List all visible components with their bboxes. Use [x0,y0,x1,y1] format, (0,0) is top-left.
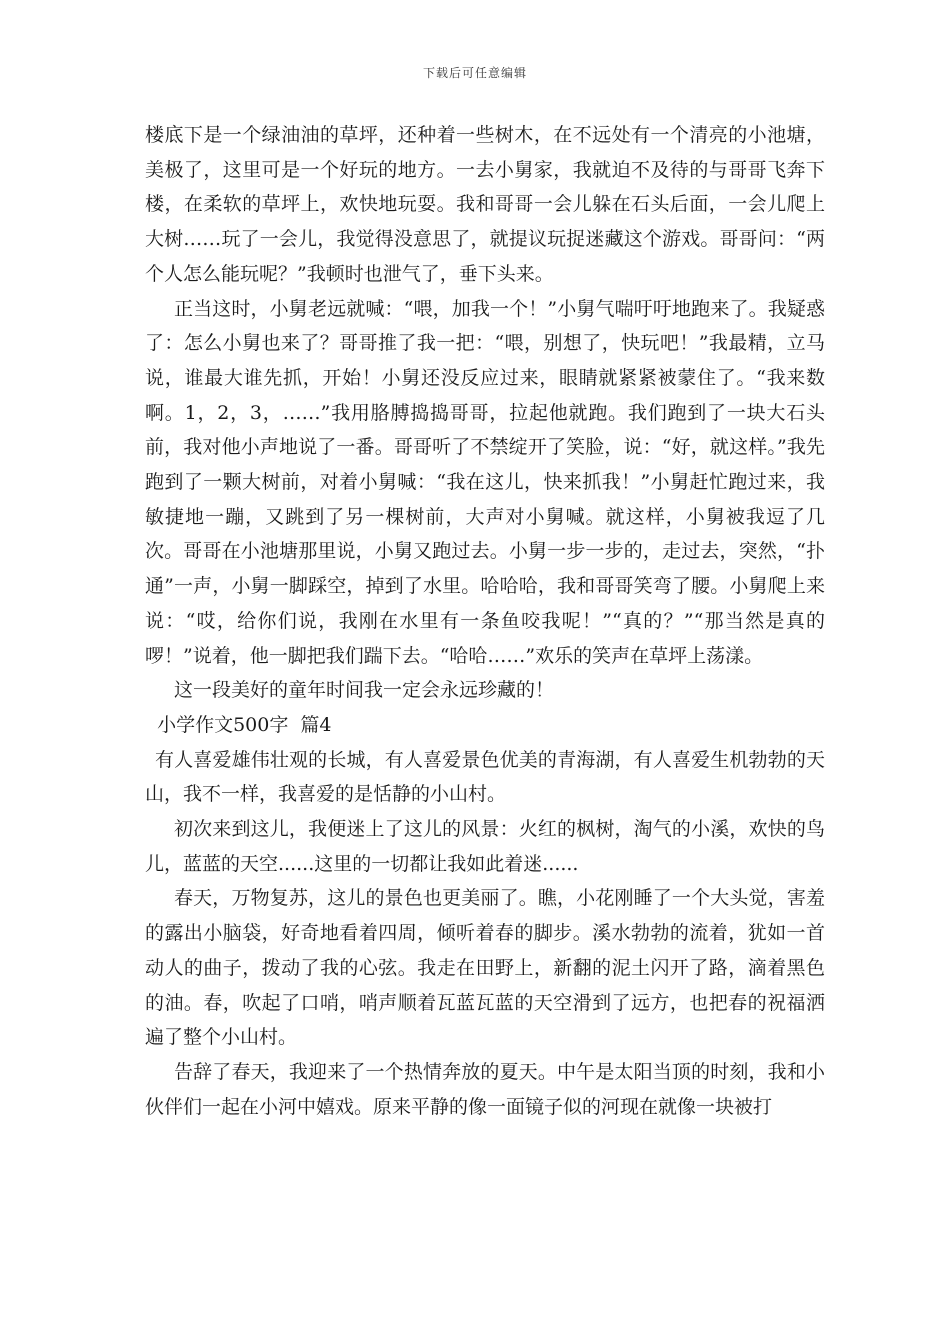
paragraph-4: 有人喜爱雄伟壮观的长城，有人喜爱景色优美的青海湖，有人喜爱生机勃勃的天山，我不一样，我喜爱的是恬静的小山村。 [145,748,825,806]
paragraph-3: 这一段美好的童年时间我一定会永远珍藏的！ [174,679,555,702]
document-body [145,118,825,1124]
paragraph-5: 初次来到这儿，我便迷上了这儿的风景：火红的枫树，淘气的小溪，欢快的鸟儿，蓝蓝的天空......这里的一切都让我如此着迷...... [145,818,825,875]
page-header: 下载后可任意编辑 [422,66,527,80]
paragraph-2: 正当这时，小舅老远就喊：“喂，加我一个！”小舅气喘吁吁地跑来了。我疑惑了：怎么小舅也来了？哥哥推了我一把：“喂，别想了，快玩吧！”我最精，立马说，谁最大谁先抓，开始！小舅还没反应过来，眼睛就紧紧被蒙住了。“我来数啊。1，2，3，……”我用胳膊捣捣哥哥，拉起他就跑。我们跑到了一块大石头前，我对他小声地说了一番。哥哥听了不禁绽开了笑脸，说：“好，就这样。”我先跑到了一颗大树前，对着小舅喊：“我在这儿，快来抓我！”小舅赶忙跑过来，我敏捷地一蹦，又跳到了另一棵树前，大声对小舅喊。就这样，小舅被我逗了几次。哥哥在小池塘那里说，小舅又跑过去。小舅一步一步的，走过去，突然，“扑通”一声，小舅一脚踩空，掉到了水里。哈哈哈，我和哥哥笑弯了腰。小舅爬上来说：“哎，给你们说，我刚在水里有一条鱼咬我呢！”“真的？”“那当然是真的啰！”说着，他一脚把我们踹下去。“哈哈……”欢乐的笑声在草坪上荡漾。 [145,297,825,667]
paragraph-7: 告辞了春天，我迎来了一个热情奔放的夏天。中午是太阳当顶的时刻，我和小伙伴们一起在小河中嬉戏。原来平静的像一面镜子似的河现在就像一块被打 [145,1060,825,1118]
section-heading: 小学作文500字 篇4 [145,713,332,736]
paragraph-1: 楼底下是一个绿油油的草坪，还种着一些树木，在不远处有一个清亮的小池塘，美极了，这里可是一个好玩的地方。一去小舅家，我就迫不及待的与哥哥飞奔下楼，在柔软的草坪上，欢快地玩耍。我和哥哥一会儿躲在石头后面，一会儿爬上大树……玩了一会儿，我觉得没意思了，就提议玩捉迷藏这个游戏。哥哥问：“两个人怎么能玩呢？”我顿时也泄气了，垂下头来。 [145,124,825,285]
paragraph-6: 春天，万物复苏，这儿的景色也更美丽了。瞧，小花刚睡了一个大头觉，害羞的露出小脑袋，好奇地看着四周，倾听着春的脚步。溪水勃勃的流着，犹如一首动人的曲子，拨动了我的心弦。我走在田野上，新翻的泥土闪开了路，滴着黑色的油。春，吹起了口哨，哨声顺着瓦蓝瓦蓝的天空滑到了远方，也把春的祝福洒遍了整个小山村。 [145,887,825,1049]
